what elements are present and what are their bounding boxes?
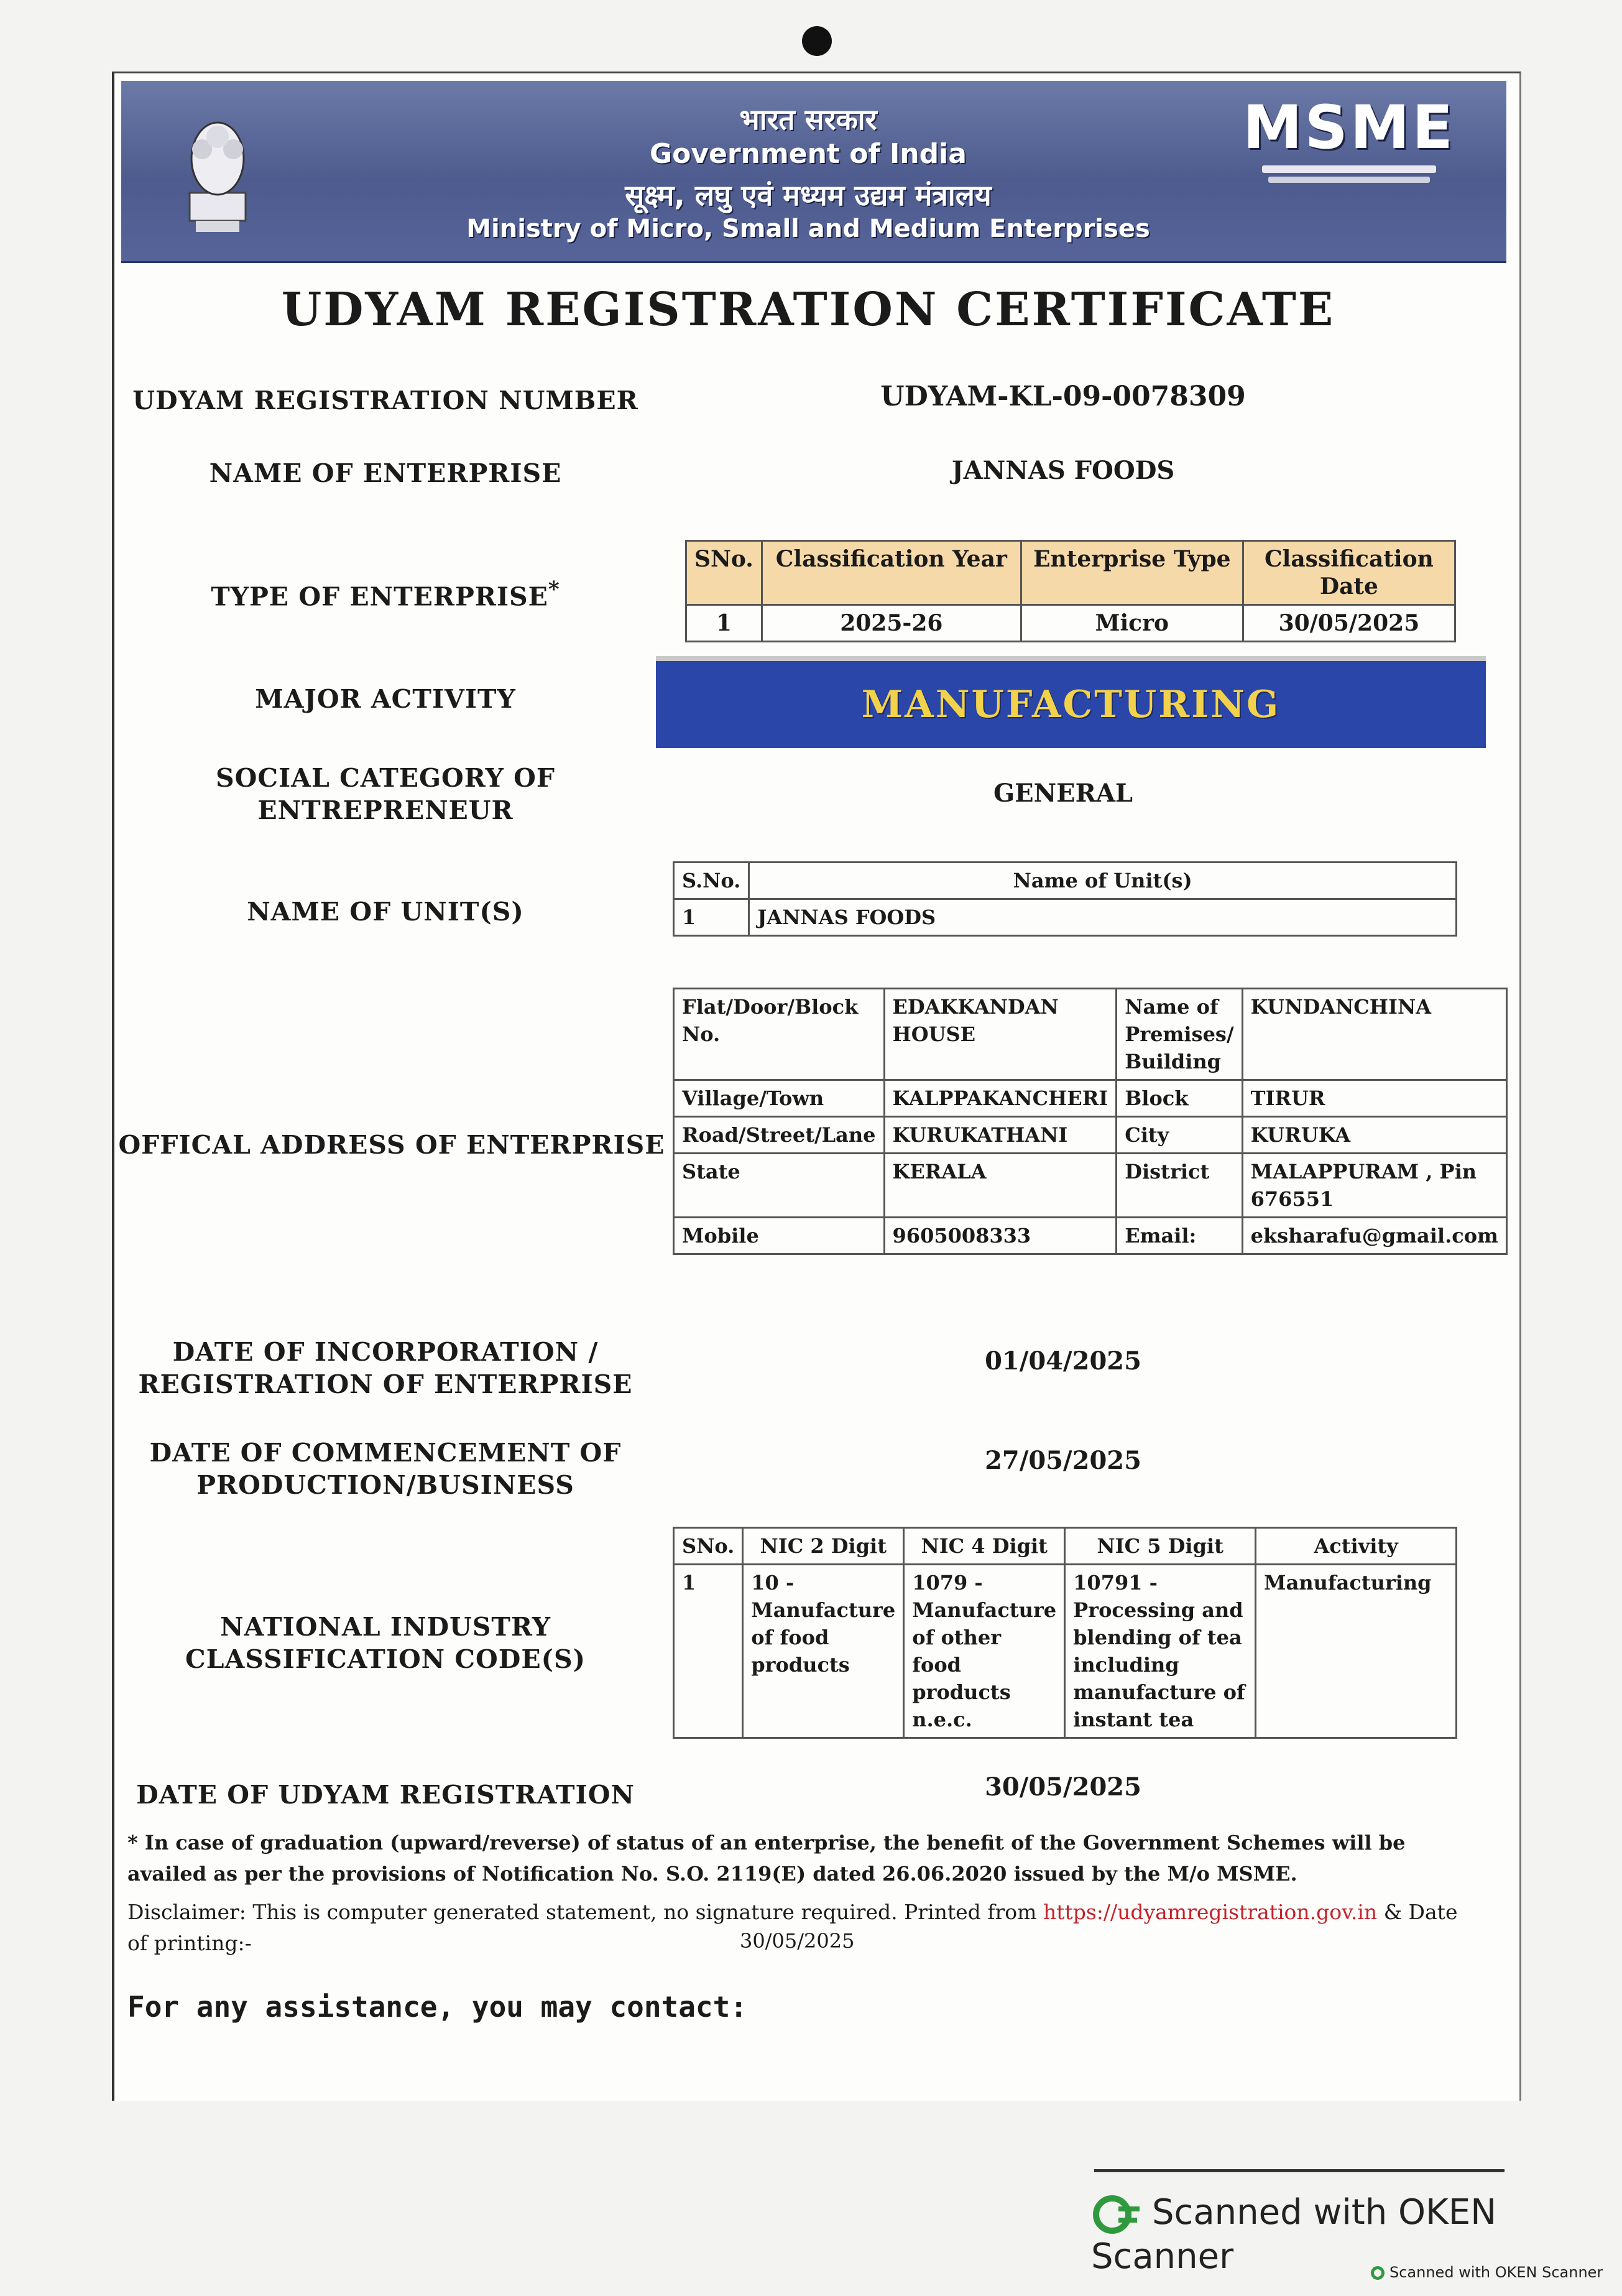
type-label: [106, 573, 665, 613]
table-header: Classification Year: [762, 541, 1021, 605]
address-key: Name of Premises/ Building: [1117, 989, 1242, 1080]
name-value: JANNAS FOODS: [951, 456, 1175, 485]
address-value: KUNDANCHINA: [1242, 989, 1506, 1080]
table-cell: 1: [674, 1565, 743, 1738]
reg-no-value: UDYAM-KL-09-0078309: [880, 381, 1246, 412]
udyam-link[interactable]: https://udyamregistration.gov.in: [1043, 1900, 1378, 1924]
table-cell: 1: [674, 899, 749, 936]
punch-hole: [802, 26, 832, 56]
table-row: [674, 1117, 1507, 1154]
table-header: SNo.: [674, 1528, 743, 1565]
address-value: MALAPPURAM , Pin 676551: [1242, 1154, 1506, 1218]
units-label: NAME OF UNIT(S): [247, 897, 524, 927]
table-header: NIC 2 Digit: [743, 1528, 904, 1565]
table-cell: JANNAS FOODS: [749, 899, 1457, 936]
classification-header-row: [686, 541, 1455, 605]
address-value: KERALA: [884, 1154, 1117, 1218]
address-key: Email:: [1117, 1218, 1242, 1254]
address-value: KURUKA: [1242, 1117, 1506, 1154]
table-header: S.No.: [674, 863, 749, 899]
scanner-watermark-small: [1371, 2264, 1603, 2281]
nic-table: [673, 1527, 1457, 1739]
header-hindi-ministry: सूक्ष्म, लघु एवं मध्यम उद्यम मंत्रालय: [625, 178, 992, 212]
table-cell: 2025-26: [762, 605, 1021, 642]
social-value: GENERAL: [993, 779, 1133, 808]
msme-logo: MSME: [1237, 93, 1461, 205]
commence-label-1: DATE OF COMMENCEMENT OF: [149, 1438, 622, 1468]
header-gov: Government of India: [650, 138, 967, 170]
address-key: Mobile: [674, 1218, 885, 1254]
address-key: Village/Town: [674, 1080, 885, 1117]
reg-no-label: UDYAM REGISTRATION NUMBER: [132, 386, 638, 415]
table-cell: Manufacturing: [1256, 1565, 1457, 1738]
social-label-1: SOCIAL CATEGORY OF: [216, 763, 555, 793]
units-table: [673, 861, 1457, 937]
table-cell: 30/05/2025: [1243, 605, 1455, 642]
print-date: 30/05/2025: [740, 1929, 855, 1953]
incorp-label-2: REGISTRATION OF ENTERPRISE: [138, 1369, 633, 1399]
address-value: 9605008333: [884, 1218, 1117, 1254]
disclaimer-text: Disclaimer: This is computer generated statement, no signature required. Printed from: [127, 1900, 1037, 1924]
table-cell: 10 - Manufacture of food products: [743, 1565, 904, 1738]
certificate-title: UDYAM REGISTRATION CERTIFICATE: [281, 283, 1335, 336]
header-hindi-gov: भारत सरकार: [739, 103, 877, 136]
address-key: Road/Street/Lane: [674, 1117, 885, 1154]
table-header: Classification Date: [1243, 541, 1455, 605]
nic-label-2: CLASSIFICATION CODE(S): [185, 1644, 586, 1674]
address-value: KALPPAKANCHERI: [884, 1080, 1117, 1117]
scanner-text: Scanned with OKEN Scanner: [1091, 2192, 1497, 2277]
table-header: NIC 4 Digit: [904, 1528, 1065, 1565]
table-row: [674, 1218, 1507, 1254]
type-asterisk: *: [548, 577, 560, 602]
address-label: OFFICAL ADDRESS OF ENTERPRISE: [118, 1130, 665, 1160]
address-key: Flat/Door/Block No.: [674, 989, 885, 1080]
address-table: [673, 988, 1508, 1255]
manufacturing-band: [656, 656, 1486, 748]
address-key: District: [1117, 1154, 1242, 1218]
table-cell: Micro: [1021, 605, 1243, 642]
oken-logo-icon: [1091, 2193, 1141, 2236]
activity-value: MANUFACTURING: [861, 683, 1281, 726]
header-ministry: Ministry of Micro, Small and Medium Enterprises: [466, 215, 1150, 243]
table-header: Enterprise Type: [1021, 541, 1243, 605]
classification-table: [685, 540, 1456, 642]
nic-header-row: [674, 1528, 1457, 1565]
table-row: [674, 1080, 1507, 1117]
national-emblem-icon: [177, 100, 258, 239]
disclaimer-text-2: & Date of printing:-: [127, 1900, 1458, 1955]
address-key: City: [1117, 1117, 1242, 1154]
table-row: [686, 605, 1455, 642]
table-row: [674, 899, 1457, 936]
table-cell: 10791 - Processing and blending of tea including manufacture of instant tea: [1065, 1565, 1256, 1738]
table-header: Activity: [1256, 1528, 1457, 1565]
assistance-contact: For any assistance, you may contact:: [127, 1990, 747, 2024]
activity-label: MAJOR ACTIVITY: [255, 684, 516, 714]
commence-label-2: PRODUCTION/BUSINESS: [196, 1470, 574, 1500]
table-row: [674, 989, 1507, 1080]
table-cell: 1079 - Manufacture of other food products n.e.c.: [904, 1565, 1065, 1738]
table-header: SNo.: [686, 541, 762, 605]
table-row: [674, 1565, 1457, 1738]
incorp-value: 01/04/2025: [985, 1346, 1141, 1376]
address-key: Block: [1117, 1080, 1242, 1117]
social-label-2: ENTREPRENEUR: [257, 795, 514, 825]
udyam-date-label: DATE OF UDYAM REGISTRATION: [136, 1780, 635, 1810]
table-row: [674, 1154, 1507, 1218]
scanner-small-text: Scanned with OKEN Scanner: [1389, 2264, 1603, 2281]
address-value: EDAKKANDAN HOUSE: [884, 989, 1117, 1080]
table-header: Name of Unit(s): [749, 863, 1457, 899]
scan-edge-line: [1094, 2169, 1504, 2172]
table-header: NIC 5 Digit: [1065, 1528, 1256, 1565]
incorp-label-1: DATE OF INCORPORATION /: [172, 1337, 599, 1367]
commence-value: 27/05/2025: [985, 1446, 1141, 1475]
units-header-row: [674, 863, 1457, 899]
nic-label-1: NATIONAL INDUSTRY: [219, 1612, 551, 1642]
address-key: State: [674, 1154, 885, 1218]
address-value: eksharafu@gmail.com: [1242, 1218, 1506, 1254]
name-label: NAME OF ENTERPRISE: [209, 458, 562, 488]
address-value: KURUKATHANI: [884, 1117, 1117, 1154]
oken-small-icon: [1371, 2266, 1385, 2280]
address-value: TIRUR: [1242, 1080, 1506, 1117]
graduation-footnote: * In case of graduation (upward/reverse) of status of an enterprise, the benefit of the Government Schemes will be availed as per the provisions of Notification No. S.O. 2119(E) dated 26.06.2020 issued by the M/o MSME.: [127, 1831, 1406, 1886]
table-cell: 1: [686, 605, 762, 642]
udyam-date-value: 30/05/2025: [985, 1772, 1141, 1802]
type-label-text: TYPE OF ENTERPRISE: [211, 581, 548, 612]
